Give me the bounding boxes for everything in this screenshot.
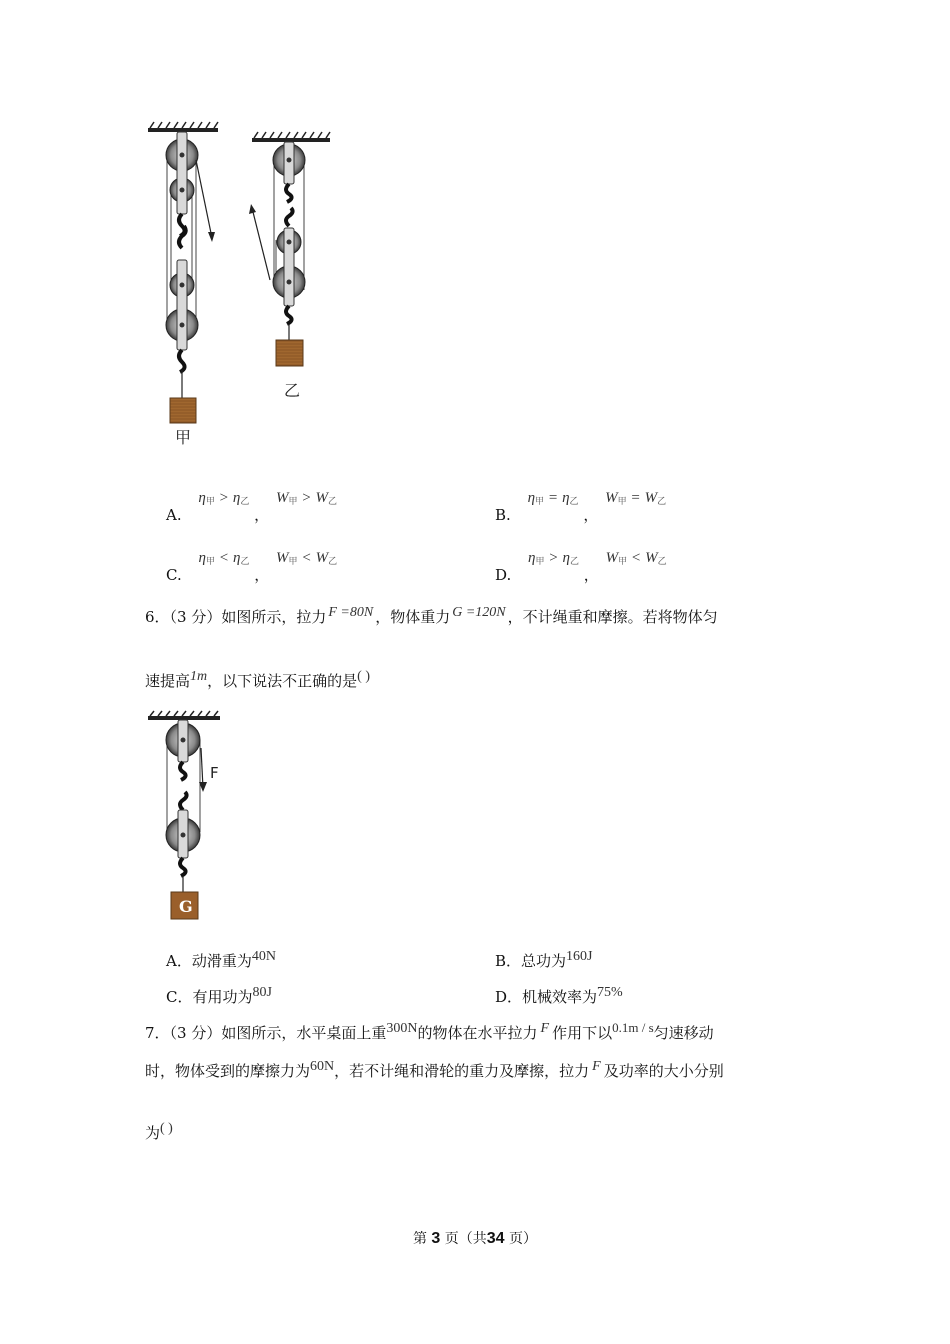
answer-blank: ( ) (357, 669, 370, 684)
figure-label-F: F (210, 764, 219, 782)
q5-option-d[interactable]: D. $\eta_甲 > \eta_乙$ ， $W_甲 < W_乙$ (495, 550, 667, 584)
q5-option-c[interactable]: C. $\eta_甲 < \eta_乙$ ， $W_甲 < W_乙$ (166, 550, 338, 584)
answer-blank: ( ) (160, 1121, 173, 1136)
q7-line-3: 为( ) (145, 1121, 173, 1142)
page-number: 3 (431, 1230, 441, 1247)
question-number: 6． (145, 608, 170, 626)
label-yi: 乙 (284, 381, 301, 400)
q5-option-b[interactable]: B. $\eta_甲 = \eta_乙$ ， $W_甲 = W_乙$ (495, 490, 667, 524)
question-number: 7． (145, 1024, 170, 1042)
q6-option-a[interactable]: A．动滑重为40N (166, 949, 276, 970)
q6-line-2: 速提高1m，以下说法不正确的是( ) (145, 669, 370, 690)
pulley-bottom-yi (273, 208, 305, 366)
q6-line-1: 6．（3 分）如图所示，拉力 F =80N ，物体重力 G =120N ，不计绳重和摩擦。若将物体匀 (145, 605, 718, 626)
page-footer: 第 3 页（共34 页） (412, 1230, 538, 1247)
q5-option-a[interactable]: A. $\eta_甲 > \eta_乙$ ， $W_甲 > W_乙$ (166, 490, 337, 524)
q6-option-b[interactable]: B．总功为160J (495, 949, 593, 970)
q6-option-d[interactable]: D．机械效率为75% (495, 985, 623, 1006)
pulley-figure-q6 (145, 710, 245, 925)
ceiling-jia (148, 122, 218, 132)
page-total: 34 (486, 1230, 505, 1247)
q7-line-1: 7．（3 分）如图所示，水平桌面上重300N的物体在水平拉力 F 作用下以0.1m / s匀速移动 (145, 1020, 714, 1042)
figure-label-G: G (179, 897, 193, 916)
pulley-top-yi (273, 142, 305, 202)
label-jia: 甲 (175, 428, 192, 447)
pulley-figure-jia-yi (140, 120, 350, 460)
q7-line-2: 时，物体受到的摩擦力为60N，若不计绳和滑轮的重力及摩擦，拉力 F 及功率的大小分别 (145, 1059, 724, 1080)
q6-option-c[interactable]: C．有用功为80J (166, 985, 272, 1006)
ceiling-yi (252, 132, 330, 142)
